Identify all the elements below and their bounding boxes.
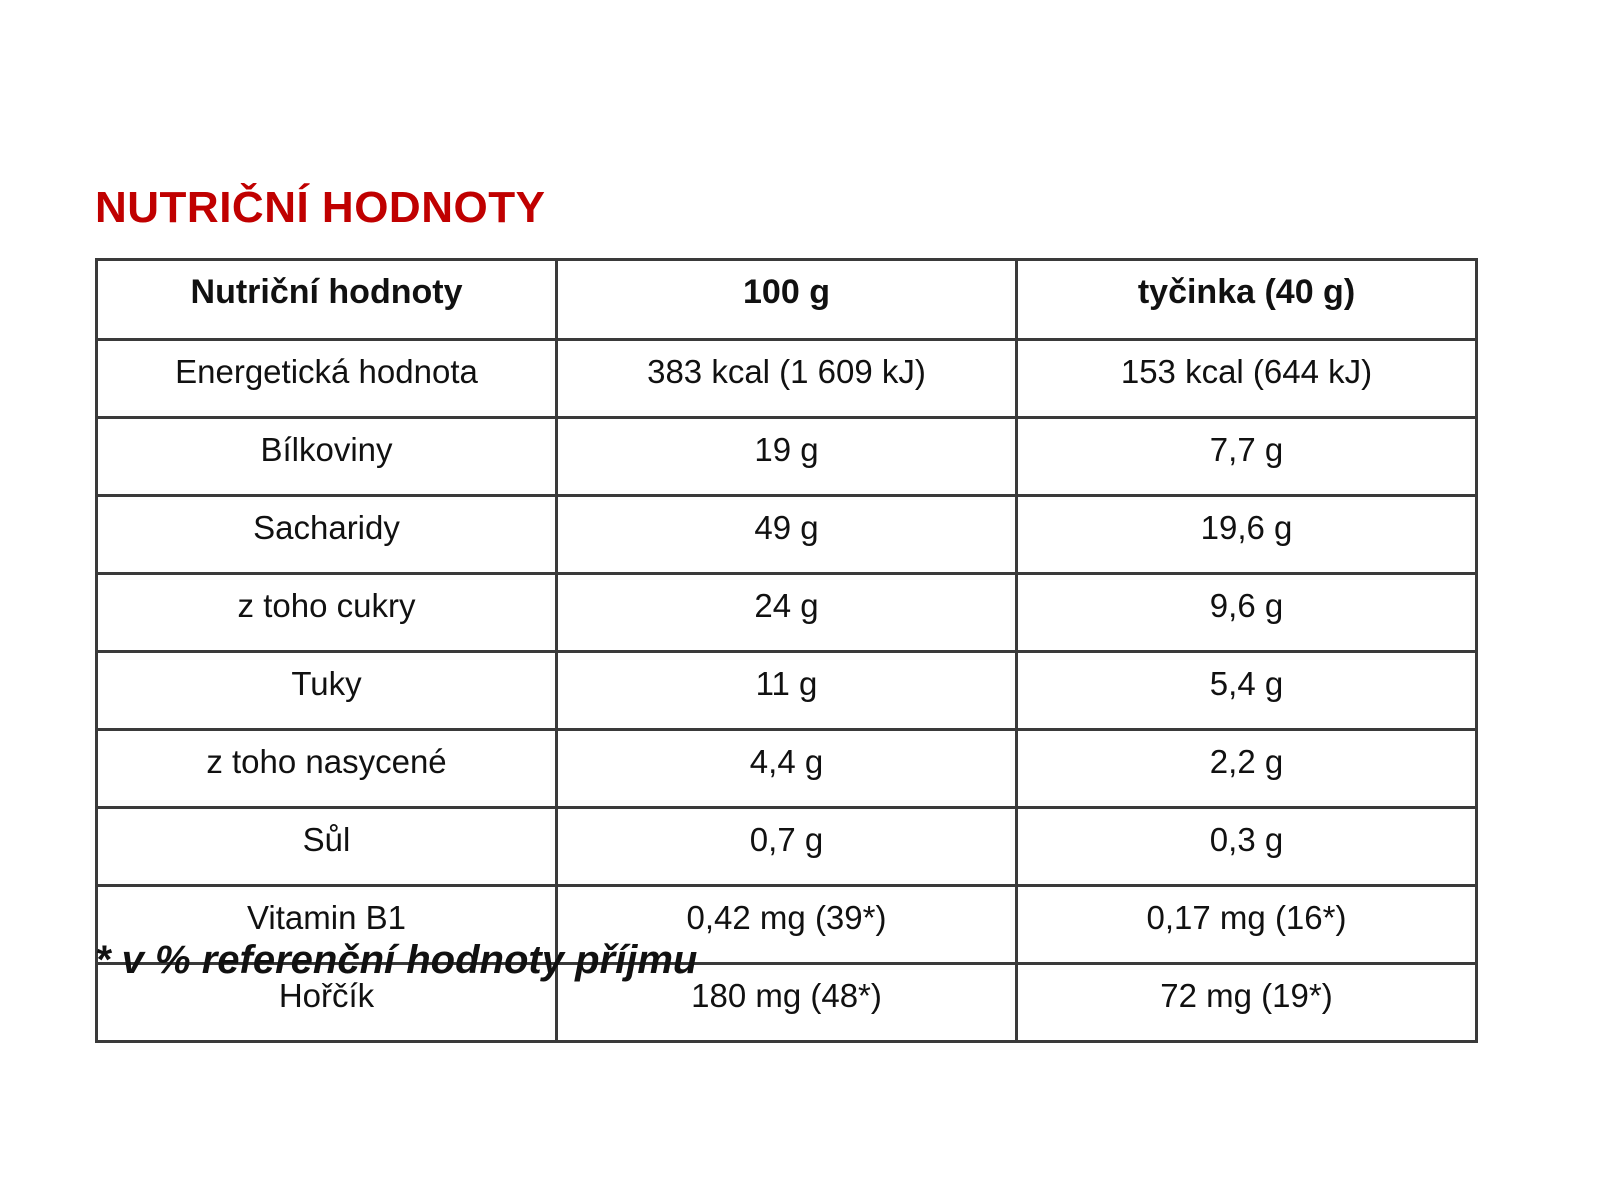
value-per-bar: 9,6 g [1017,574,1477,652]
value-per-100g: 19 g [557,418,1017,496]
nutrient-label: Energetická hodnota [97,340,557,418]
value-per-bar: 7,7 g [1017,418,1477,496]
table-header-row [97,260,1477,340]
value-per-bar: 5,4 g [1017,652,1477,730]
table-row [97,730,1477,808]
value-per-100g: 0,42 mg (39*) [557,886,1017,964]
value-per-100g: 383 kcal (1 609 kJ) [557,340,1017,418]
nutrient-label: Bílkoviny [97,418,557,496]
column-header-per-bar: tyčinka (40 g) [1017,260,1477,340]
nutrient-label: z toho cukry [97,574,557,652]
nutrient-label: Tuky [97,652,557,730]
value-per-100g: 4,4 g [557,730,1017,808]
value-per-bar: 19,6 g [1017,496,1477,574]
table-body [97,340,1477,1042]
nutrient-label: Sacharidy [97,496,557,574]
column-header-nutrient: Nutriční hodnoty [97,260,557,340]
value-per-bar: 0,17 mg (16*) [1017,886,1477,964]
value-per-bar: 153 kcal (644 kJ) [1017,340,1477,418]
nutrient-label: Vitamin B1 [97,886,557,964]
value-per-bar: 72 mg (19*) [1017,964,1477,1042]
nutrient-label: z toho nasycené [97,730,557,808]
footnote: * v % referenční hodnoty příjmu [95,938,698,982]
nutrition-table [95,258,1478,1043]
value-per-bar: 0,3 g [1017,808,1477,886]
table-row [97,496,1477,574]
nutrient-label: Sůl [97,808,557,886]
value-per-100g: 11 g [557,652,1017,730]
value-per-100g: 180 mg (48*) [557,964,1017,1042]
value-per-bar: 2,2 g [1017,730,1477,808]
value-per-100g: 49 g [557,496,1017,574]
page-title: NUTRIČNÍ HODNOTY [95,183,546,232]
value-per-100g: 0,7 g [557,808,1017,886]
table-row [97,652,1477,730]
value-per-100g: 24 g [557,574,1017,652]
table-row [97,340,1477,418]
table-row [97,418,1477,496]
table-row [97,574,1477,652]
column-header-per-100g: 100 g [557,260,1017,340]
nutrient-label: Hořčík [97,964,557,1042]
table-row [97,808,1477,886]
